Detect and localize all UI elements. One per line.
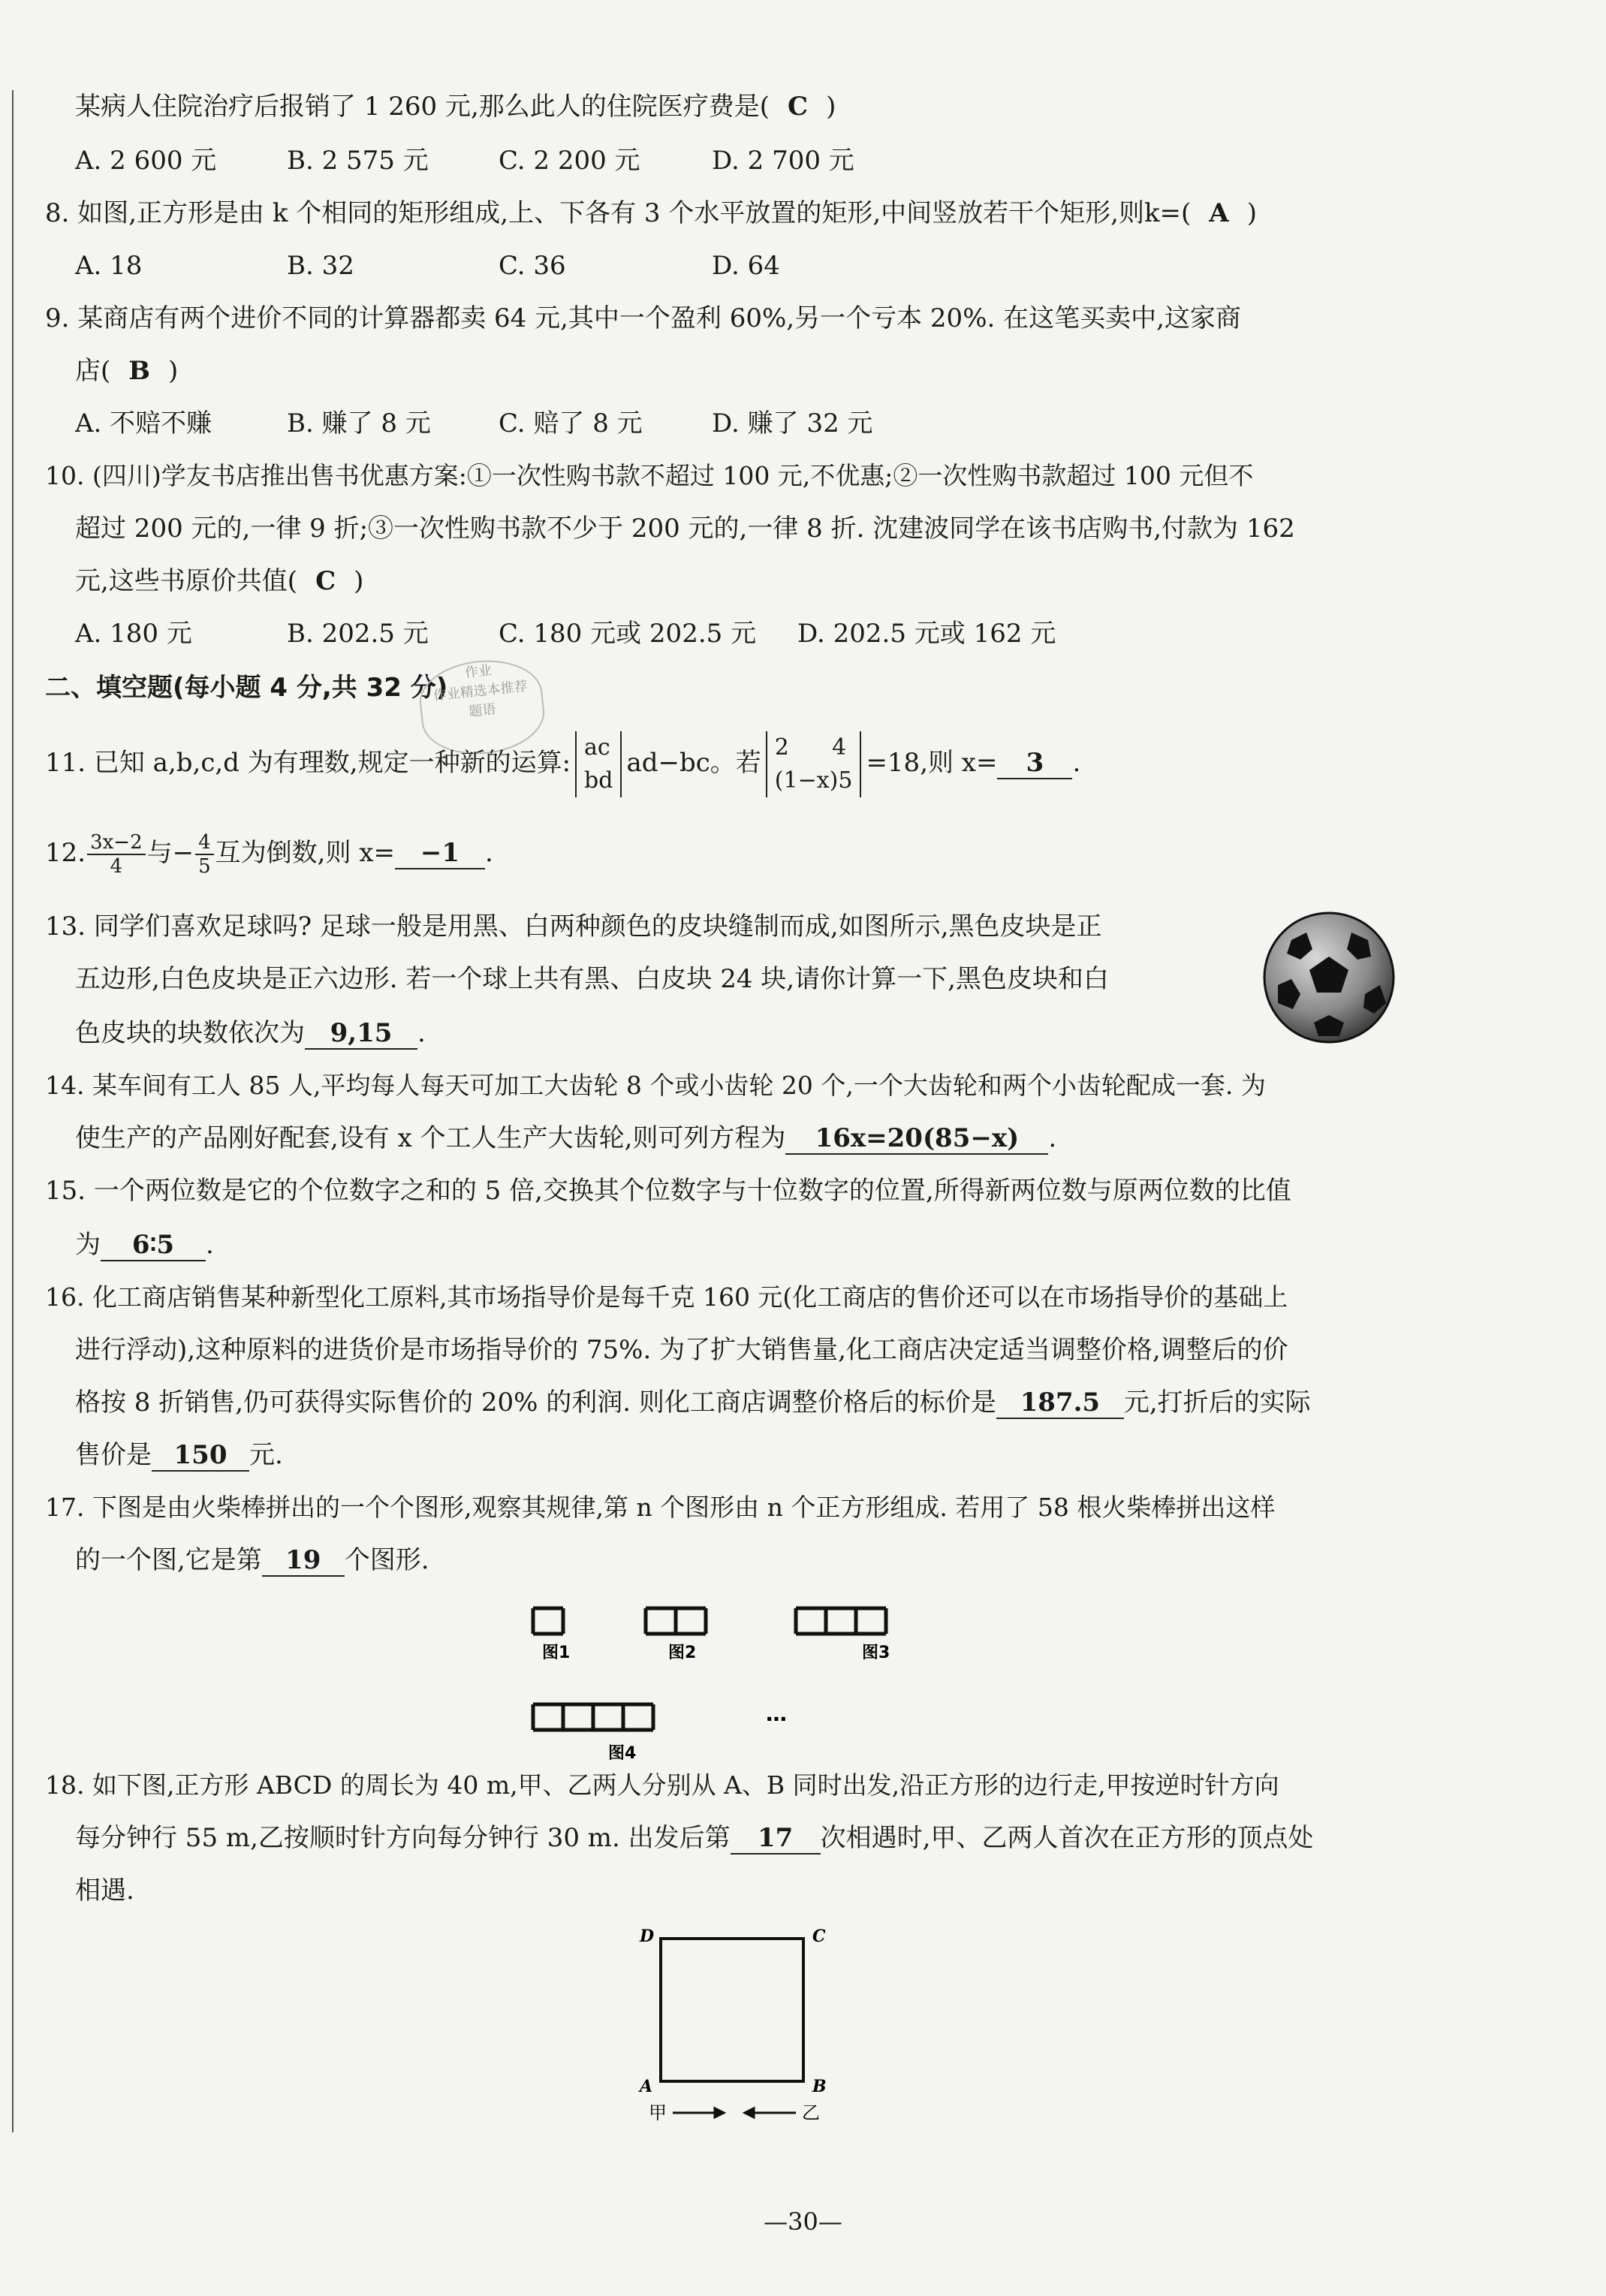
answer-blank: 3 — [997, 748, 1072, 779]
answer-blank: 19 — [262, 1545, 345, 1577]
matchstick-figures — [518, 1592, 969, 1764]
question-11: 11. 已知 a,b,c,d 为有理数,规定一种新的运算: ac bd ad−bc。若 2 4 (1−x)5 =18,则 x= 3 . — [45, 725, 1080, 800]
option-d: D. 202.5 元或 162 元 — [797, 619, 1056, 649]
question-15-line2: 为 6∶5 . — [75, 1230, 214, 1260]
question-17-line1: 17. 下图是由火柴棒拼出的一个个图形,观察其规律,第 n 个图形由 n 个正方形组成. 若用了 58 根火柴棒拼出这样 — [45, 1493, 1276, 1522]
matchstick-figure-1 — [533, 1608, 563, 1634]
option-c: C. 36 — [499, 251, 566, 281]
answer-blank: −1 — [395, 838, 485, 869]
question-16-line4: 售价是 150 元. — [75, 1440, 283, 1470]
option-a: A. 2 600 元 — [75, 146, 217, 176]
question-18-line1: 18. 如下图,正方形 ABCD 的周长为 40 m,甲、乙两人分别从 A、B 同时出发,沿正方形的边行走,甲按逆时针方向 — [45, 1770, 1279, 1800]
vertex-a-label: A — [640, 2077, 653, 2096]
option-a: A. 18 — [75, 251, 143, 281]
question-16-line1: 16. 化工商店销售某种新型化工原料,其市场指导价是每千克 160 元(化工商店的售价还可以在市场指导价的基础上 — [45, 1282, 1288, 1312]
watermark-stamp: 作业 作业精选本推荐 题语 — [416, 655, 548, 760]
option-b: B. 赚了 8 元 — [287, 408, 431, 438]
vertex-b-label: B — [812, 2077, 827, 2096]
jia-arrowhead — [715, 2108, 724, 2117]
fig-label-3: 图3 — [862, 1644, 890, 1662]
option-d: D. 64 — [712, 251, 780, 281]
question-18-line2: 每分钟行 55 m,乙按顺时针方向每分钟行 30 m. 出发后第 17 次相遇时,甲、乙两人首次在正方形的顶点处 — [75, 1823, 1314, 1853]
question-14-line2: 使生产的产品刚好配套,设有 x 个工人生产大齿轮,则可列方程为 16x=20(85−x) . — [75, 1123, 1057, 1153]
question-18-line3: 相遇. — [75, 1876, 134, 1906]
matchstick-figure-3 — [796, 1608, 886, 1634]
fig-label-2: 图2 — [668, 1644, 697, 1662]
determinant-definition: ac bd — [575, 731, 622, 797]
fig-label-1: 图1 — [542, 1644, 571, 1662]
ellipsis: … — [766, 1701, 787, 1726]
option-d: D. 赚了 32 元 — [712, 408, 873, 438]
option-d: D. 2 700 元 — [712, 146, 854, 176]
fig-label-4: 图4 — [608, 1744, 637, 1763]
question-15-line1: 15. 一个两位数是它的个位数字之和的 5 倍,交换其个位数字与十位数字的位置,所得新两位数与原两位数的比值 — [45, 1176, 1291, 1206]
question-10-line3: 元,这些书原价共值( C ) — [75, 566, 364, 596]
jia-label: 甲 — [649, 2102, 667, 2123]
question-12: 12. $\frac{3x-2}{4}$ 与− $\frac{4}{5}$ 互为倒数,则 x= −1 . — [45, 831, 493, 878]
answer-blank-1: 187.5 — [996, 1388, 1124, 1419]
option-b: B. 2 575 元 — [287, 146, 429, 176]
question-10-line2: 超过 200 元的,一律 9 折;③一次性购书款不少于 200 元的,一律 8 折. 沈建波同学在该书店购书,付款为 162 — [75, 514, 1295, 544]
option-b: B. 202.5 元 — [287, 619, 429, 649]
question-9-line2: 店( B ) — [75, 356, 179, 386]
question-9-line1: 9. 某商店有两个进价不同的计算器都卖 64 元,其中一个盈利 60%,另一个亏本 20%. 在这笔买卖中,这家商 — [45, 303, 1241, 333]
option-a: A. 180 元 — [75, 619, 192, 649]
option-a: A. 不赔不赚 — [75, 408, 212, 438]
matchstick-figure-4 — [533, 1704, 653, 1730]
option-b: B. 32 — [287, 251, 354, 281]
answer-blank: 17 — [731, 1823, 821, 1855]
fraction-2: $\frac{4}{5}$ — [195, 831, 214, 878]
question-13-line3: 色皮块的块数依次为 9,15 . — [75, 1018, 426, 1048]
question-7-tail: 某病人住院治疗后报销了 1 260 元,那么此人的住院医疗费是( C ) — [75, 92, 836, 122]
square-abcd — [661, 1939, 803, 2081]
yi-arrowhead — [745, 2108, 754, 2117]
question-17-line2: 的一个图,它是第 19 个图形. — [75, 1545, 429, 1575]
matchstick-figure-2 — [646, 1608, 706, 1634]
left-margin-rule — [12, 90, 14, 2132]
vertex-c-label: C — [812, 1927, 826, 1946]
question-8: 8. 如图,正方形是由 k 个相同的矩形组成,上、下各有 3 个水平放置的矩形,中间竖放若干个矩形,则k=( A ) — [45, 198, 1257, 228]
vertex-d-label: D — [640, 1927, 655, 1946]
answer-blank-2: 150 — [152, 1440, 249, 1472]
soccer-ball-figure — [1261, 910, 1397, 1045]
page-number: —30— — [764, 2207, 842, 2236]
question-16-line3: 格按 8 折销售,仍可获得实际售价的 20% 的利润. 则化工商店调整价格后的标价是 187.5 元,打折后的实际 — [75, 1388, 1311, 1418]
option-c: C. 180 元或 202.5 元 — [499, 619, 757, 649]
fraction-1: $\frac{3x-2}{4}$ — [87, 831, 146, 878]
question-13-line2: 五边形,白色皮块是正六边形. 若一个球上共有黑、白皮块 24 块,请你计算一下,黑色皮块和白 — [75, 964, 1109, 994]
answer-blank: 6∶5 — [101, 1230, 206, 1261]
question-14-line1: 14. 某车间有工人 85 人,平均每人每天可加工大齿轮 8 个或小齿轮 20 个,一个大齿轮和两个小齿轮配成一套. 为 — [45, 1071, 1266, 1100]
square-abcd-figure — [623, 1915, 848, 2140]
option-c: C. 2 200 元 — [499, 146, 640, 176]
answer-blank: 9,15 — [305, 1018, 417, 1050]
question-16-line2: 进行浮动),这种原料的进货价是市场指导价的 75%. 为了扩大销售量,化工商店决定适当调整价格,调整后的价 — [75, 1335, 1288, 1365]
yi-label: 乙 — [802, 2102, 820, 2123]
option-c: C. 赔了 8 元 — [499, 408, 643, 438]
section-heading: 二、填空题(每小题 4 分,共 32 分) — [45, 673, 448, 703]
determinant-given: 2 4 (1−x)5 — [766, 731, 862, 797]
question-13-line1: 13. 同学们喜欢足球吗? 足球一般是用黑、白两种颜色的皮块缝制而成,如图所示,黑色皮块是正 — [45, 911, 1102, 942]
question-10-line1: 10. (四川)学友书店推出售书优惠方案:①一次性购书款不超过 100 元,不优惠;②一次性购书款超过 100 元但不 — [45, 461, 1254, 490]
answer-blank: 16x=20(85−x) — [785, 1123, 1048, 1155]
